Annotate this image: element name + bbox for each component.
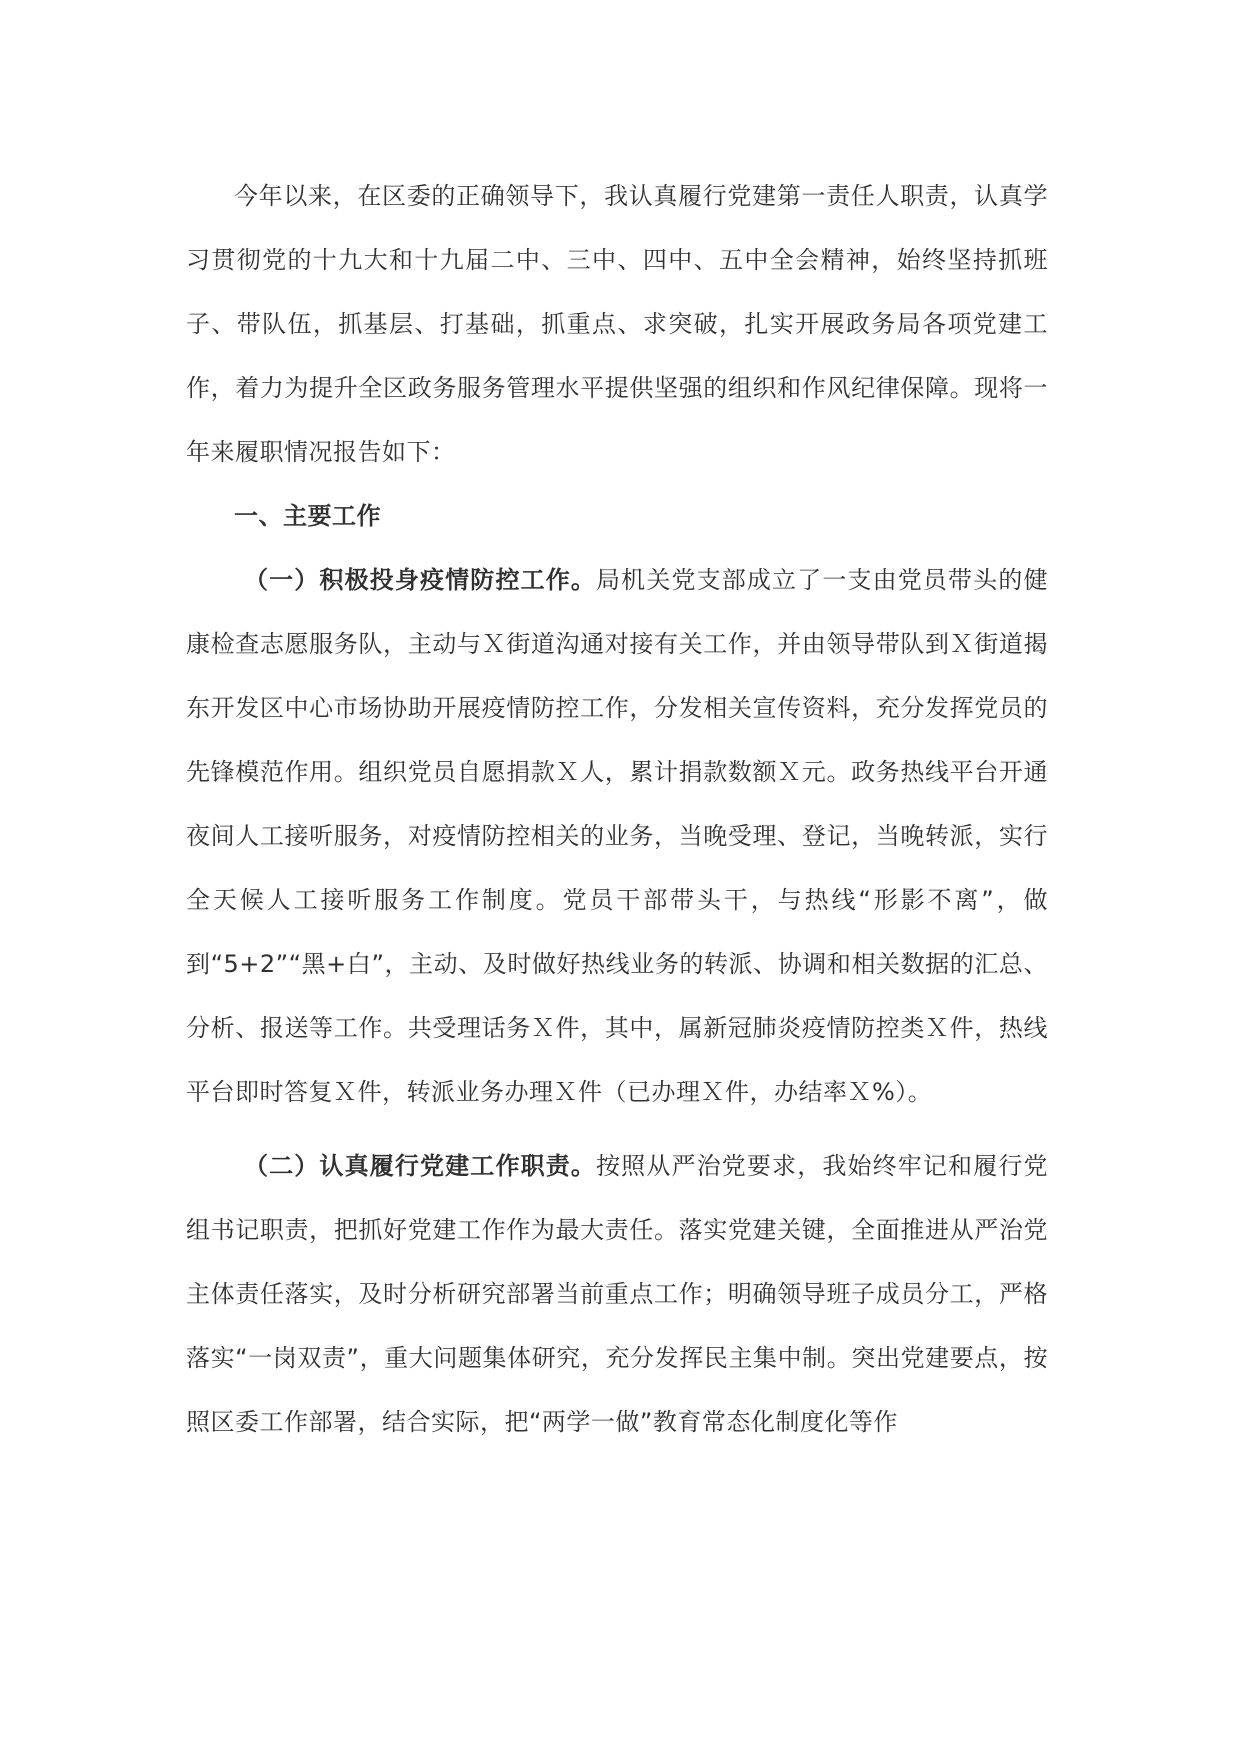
item-lead-1: （一）积极投身疫情防控工作。 [244,566,597,594]
item-paragraph-1 [186,548,1048,1124]
item-paragraph-2 [186,1134,1048,1454]
item-lead-2: （二）认真履行党建工作职责。 [244,1152,597,1180]
document-body [186,164,1048,1454]
item-text-1: 局机关党支部成立了一支由党员带头的健康检查志愿服务队，主动与Ｘ街道沟通对接有关工作，并由领导带队到Ｘ街道揭东开发区中心市场协助开展疫情防控工作，分发相关宣传资料，充分发挥党员的先锋模范作用。组织党员自愿捐款Ｘ人，累计捐款数额Ｘ元。政务热线平台开通夜间人工接听服务，对疫情防控相关的业务，当晚受理、登记，当晚转派，实行全天候人工接听服务工作制度。党员干部带头干，与热线“形影不离”，做到“5+2”“黑+白”，主动、及时做好热线业务的转派、协调和相关数据的汇总、分析、报送等工作。共受理话务Ｘ件，其中，属新冠肺炎疫情防控类Ｘ件，热线平台即时答复Ｘ件，转派业务办理Ｘ件（已办理Ｘ件，办结率Ｘ%）。 [186,566,1048,1106]
intro-paragraph: 今年以来，在区委的正确领导下，我认真履行党建第一责任人职责，认真学习贯彻党的十九大和十九届二中、三中、四中、五中全会精神，始终坚持抓班子、带队伍，抓基层、打基础，抓重点、求突破，扎实开展政务局各项党建工作，着力为提升全区政务服务管理水平提供坚强的组织和作风纪律保障。现将一年来履职情况报告如下： [186,182,1048,466]
section-heading: 一、主要工作 [234,502,381,530]
item-text-2: 按照从严治党要求，我始终牢记和履行党组书记职责，把抓好党建工作作为最大责任。落实党建关键，全面推进从严治党主体责任落实，及时分析研究部署当前重点工作；明确领导班子成员分工，严格落实“一岗双责”，重大问题集体研究，充分发挥民主集中制。突出党建要点，按照区委工作部署，结合实际，把“两学一做”教育常态化制度化等作 [186,1152,1048,1436]
